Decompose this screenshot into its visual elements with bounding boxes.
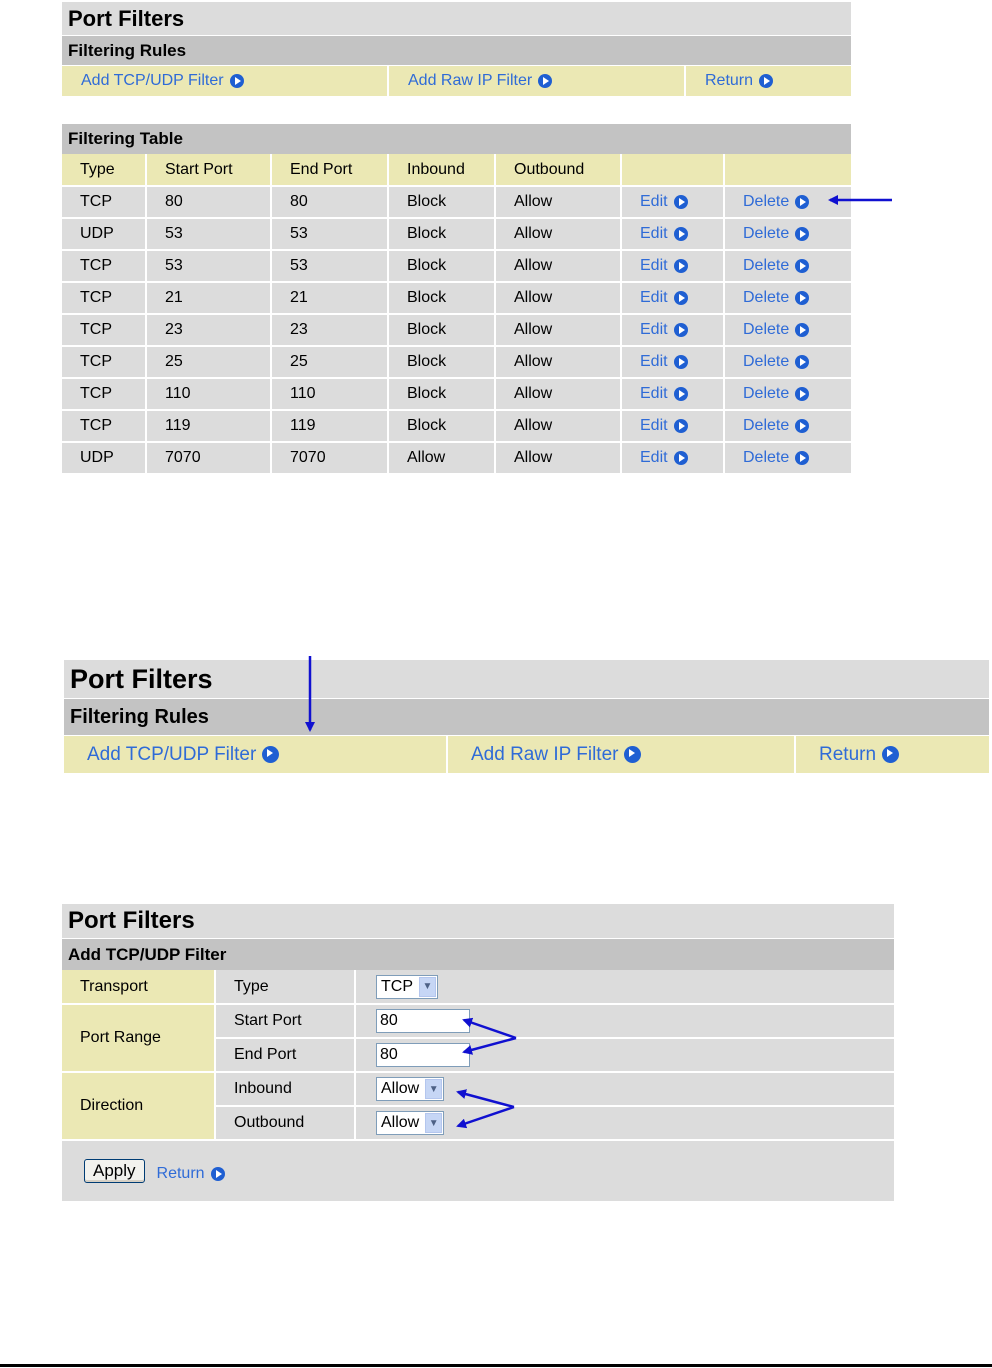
edit-link[interactable] bbox=[640, 193, 688, 211]
type-label: Type bbox=[215, 970, 355, 1004]
col-header-end-port: End Port bbox=[271, 154, 388, 186]
go-arrow-icon bbox=[795, 323, 809, 337]
cell-end: 119 bbox=[271, 410, 388, 442]
page-title: Port Filters bbox=[62, 904, 894, 938]
inbound-cell bbox=[355, 1072, 894, 1106]
cell-end: 23 bbox=[271, 314, 388, 346]
edit-label: Edit bbox=[640, 321, 668, 338]
go-arrow-icon bbox=[795, 451, 809, 465]
section-title-filtering-rules: Filtering Rules bbox=[64, 698, 989, 735]
delete-label: Delete bbox=[743, 257, 790, 274]
cell-edit bbox=[621, 250, 724, 282]
go-arrow-icon bbox=[674, 323, 688, 337]
delete-label: Delete bbox=[743, 289, 790, 306]
return-link[interactable] bbox=[705, 72, 773, 90]
return-label: Return bbox=[819, 743, 877, 765]
go-arrow-icon bbox=[230, 74, 244, 88]
start-port-label: Start Port bbox=[215, 1004, 355, 1038]
cell-inbound: Block bbox=[388, 282, 495, 314]
cell-start: 23 bbox=[146, 314, 271, 346]
add-tcp-udp-filter-link[interactable] bbox=[81, 72, 244, 90]
go-arrow-icon bbox=[674, 291, 688, 305]
go-arrow-icon bbox=[674, 387, 688, 401]
table-row bbox=[62, 250, 851, 282]
cell-inbound: Block bbox=[388, 346, 495, 378]
cell-inbound: Block bbox=[388, 186, 495, 218]
cell-inbound: Block bbox=[388, 378, 495, 410]
go-arrow-icon bbox=[759, 74, 773, 88]
transport-label: Transport bbox=[62, 970, 215, 1004]
col-header-start-port: Start Port bbox=[146, 154, 271, 186]
delete-link[interactable] bbox=[743, 225, 809, 243]
delete-label: Delete bbox=[743, 385, 790, 402]
port-range-label: Port Range bbox=[62, 1004, 215, 1072]
add-raw-ip-filter-label: Add Raw IP Filter bbox=[408, 72, 533, 89]
chevron-down-icon: ▼ bbox=[419, 977, 436, 997]
go-arrow-icon bbox=[538, 74, 552, 88]
edit-link[interactable] bbox=[640, 257, 688, 275]
type-select-value: TCP bbox=[381, 977, 413, 995]
end-port-cell bbox=[355, 1038, 894, 1072]
cell-outbound: Allow bbox=[495, 410, 621, 442]
delete-link[interactable] bbox=[743, 193, 809, 211]
cell-start: 119 bbox=[146, 410, 271, 442]
delete-label: Delete bbox=[743, 449, 790, 466]
go-arrow-icon bbox=[674, 451, 688, 465]
page-title: Port Filters bbox=[64, 660, 989, 698]
delete-label: Delete bbox=[743, 225, 790, 242]
section-title-filtering-rules: Filtering Rules bbox=[62, 35, 851, 65]
cell-edit bbox=[621, 378, 724, 410]
cell-outbound: Allow bbox=[495, 250, 621, 282]
cell-edit bbox=[621, 282, 724, 314]
cell-delete bbox=[724, 346, 851, 378]
cell-edit bbox=[621, 186, 724, 218]
col-header-inbound: Inbound bbox=[388, 154, 495, 186]
section-title-add-tcp-udp-filter: Add TCP/UDP Filter bbox=[62, 938, 894, 970]
col-header-type: Type bbox=[62, 154, 146, 186]
cell-type: TCP bbox=[62, 186, 146, 218]
cell-inbound: Allow bbox=[388, 442, 495, 474]
cell-start: 21 bbox=[146, 282, 271, 314]
go-arrow-icon bbox=[262, 746, 279, 763]
cell-delete bbox=[724, 378, 851, 410]
delete-link[interactable] bbox=[743, 353, 809, 371]
inbound-select[interactable] bbox=[376, 1077, 444, 1101]
cell-start: 110 bbox=[146, 378, 271, 410]
cell-type: TCP bbox=[62, 282, 146, 314]
go-arrow-icon bbox=[624, 746, 641, 763]
cell-type: TCP bbox=[62, 410, 146, 442]
go-arrow-icon bbox=[795, 355, 809, 369]
table-row bbox=[62, 282, 851, 314]
add-raw-ip-filter-link[interactable] bbox=[408, 72, 552, 90]
go-arrow-icon bbox=[674, 227, 688, 241]
outbound-select-value: Allow bbox=[381, 1114, 420, 1131]
delete-label: Delete bbox=[743, 353, 790, 370]
cell-delete bbox=[724, 314, 851, 346]
return-label: Return bbox=[705, 72, 754, 89]
go-arrow-icon bbox=[882, 746, 899, 763]
edit-link[interactable] bbox=[640, 449, 688, 467]
start-port-row bbox=[62, 1004, 894, 1038]
chevron-down-icon: ▼ bbox=[425, 1113, 442, 1133]
cell-inbound: Block bbox=[388, 314, 495, 346]
cell-outbound: Allow bbox=[495, 314, 621, 346]
cell-delete bbox=[724, 218, 851, 250]
cell-end: 25 bbox=[271, 346, 388, 378]
edit-label: Edit bbox=[640, 193, 668, 210]
cell-outbound: Allow bbox=[495, 346, 621, 378]
add-filter-form bbox=[62, 970, 894, 1141]
col-header-edit bbox=[621, 154, 724, 186]
cell-start: 53 bbox=[146, 250, 271, 282]
add-raw-ip-cell bbox=[389, 66, 686, 96]
add-tcp-udp-cell bbox=[64, 736, 448, 773]
cell-type: UDP bbox=[62, 218, 146, 250]
go-arrow-icon bbox=[795, 291, 809, 305]
edit-link[interactable] bbox=[640, 225, 688, 243]
cell-inbound: Block bbox=[388, 250, 495, 282]
cell-type: TCP bbox=[62, 314, 146, 346]
cell-start: 25 bbox=[146, 346, 271, 378]
add-raw-ip-cell bbox=[448, 736, 796, 773]
inbound-row bbox=[62, 1072, 894, 1106]
cell-outbound: Allow bbox=[495, 378, 621, 410]
cell-delete bbox=[724, 250, 851, 282]
page-title: Port Filters bbox=[62, 2, 851, 35]
filtering-table bbox=[62, 154, 851, 475]
cell-type: UDP bbox=[62, 442, 146, 474]
delete-label: Delete bbox=[743, 321, 790, 338]
inbound-select-value: Allow bbox=[381, 1080, 420, 1097]
edit-link[interactable] bbox=[640, 289, 688, 307]
add-raw-ip-filter-label: Add Raw IP Filter bbox=[471, 743, 619, 765]
edit-label: Edit bbox=[640, 417, 668, 434]
outbound-cell bbox=[355, 1106, 894, 1140]
table-row bbox=[62, 410, 851, 442]
footer-rule bbox=[0, 1364, 992, 1367]
delete-label: Delete bbox=[743, 417, 790, 434]
end-port-label: End Port bbox=[215, 1038, 355, 1072]
add-tcp-udp-filter-label: Add TCP/UDP Filter bbox=[87, 743, 257, 765]
edit-link[interactable] bbox=[640, 321, 688, 339]
cell-edit bbox=[621, 442, 724, 474]
start-port-cell bbox=[355, 1004, 894, 1038]
return-cell bbox=[686, 66, 851, 96]
edit-label: Edit bbox=[640, 289, 668, 306]
cell-inbound: Block bbox=[388, 410, 495, 442]
add-tcp-udp-cell bbox=[62, 66, 389, 96]
edit-label: Edit bbox=[640, 449, 668, 466]
cell-outbound: Allow bbox=[495, 282, 621, 314]
type-select[interactable] bbox=[376, 975, 438, 999]
go-arrow-icon bbox=[211, 1167, 225, 1181]
cell-delete bbox=[724, 282, 851, 314]
table-row bbox=[62, 442, 851, 474]
go-arrow-icon bbox=[795, 259, 809, 273]
edit-label: Edit bbox=[640, 257, 668, 274]
port-filters-panel-zoom bbox=[64, 660, 989, 773]
port-filters-panel-add bbox=[62, 904, 894, 1201]
cell-end: 7070 bbox=[271, 442, 388, 474]
edit-label: Edit bbox=[640, 225, 668, 242]
go-arrow-icon bbox=[674, 419, 688, 433]
cell-type: TCP bbox=[62, 250, 146, 282]
edit-link[interactable] bbox=[640, 353, 688, 371]
return-cell bbox=[796, 736, 989, 773]
cell-edit bbox=[621, 218, 724, 250]
return-link[interactable] bbox=[157, 1165, 225, 1183]
go-arrow-icon bbox=[795, 387, 809, 401]
add-raw-ip-filter-link[interactable] bbox=[471, 744, 641, 766]
edit-link[interactable] bbox=[640, 385, 688, 403]
outbound-label: Outbound bbox=[215, 1106, 355, 1140]
cell-delete bbox=[724, 442, 851, 474]
end-port-input[interactable] bbox=[376, 1043, 470, 1067]
table-row bbox=[62, 378, 851, 410]
add-tcp-udp-filter-label: Add TCP/UDP Filter bbox=[81, 72, 224, 89]
transport-row bbox=[62, 970, 894, 1004]
go-arrow-icon bbox=[674, 195, 688, 209]
edit-label: Edit bbox=[640, 353, 668, 370]
direction-label: Direction bbox=[62, 1072, 215, 1140]
delete-link[interactable] bbox=[743, 417, 809, 435]
delete-label: Delete bbox=[743, 193, 790, 210]
cell-end: 53 bbox=[271, 250, 388, 282]
delete-link[interactable] bbox=[743, 449, 809, 467]
action-links-row bbox=[64, 735, 989, 773]
table-header-row bbox=[62, 154, 851, 186]
delete-link[interactable] bbox=[743, 385, 809, 403]
table-row bbox=[62, 218, 851, 250]
return-link[interactable] bbox=[819, 744, 899, 766]
cell-inbound: Block bbox=[388, 218, 495, 250]
table-row bbox=[62, 346, 851, 378]
edit-link[interactable] bbox=[640, 417, 688, 435]
cell-delete bbox=[724, 186, 851, 218]
cell-end: 53 bbox=[271, 218, 388, 250]
cell-start: 53 bbox=[146, 218, 271, 250]
col-header-outbound: Outbound bbox=[495, 154, 621, 186]
delete-link[interactable] bbox=[743, 257, 809, 275]
go-arrow-icon bbox=[795, 419, 809, 433]
cell-start: 7070 bbox=[146, 442, 271, 474]
inbound-label: Inbound bbox=[215, 1072, 355, 1106]
delete-link[interactable] bbox=[743, 289, 809, 307]
return-label: Return bbox=[156, 1165, 205, 1182]
action-links-row bbox=[62, 65, 851, 96]
cell-outbound: Allow bbox=[495, 218, 621, 250]
chevron-down-icon: ▼ bbox=[425, 1079, 442, 1099]
cell-outbound: Allow bbox=[495, 186, 621, 218]
type-cell bbox=[355, 970, 894, 1004]
form-actions-bar bbox=[62, 1141, 894, 1201]
start-port-input[interactable] bbox=[376, 1009, 470, 1033]
port-filters-panel-list bbox=[62, 2, 851, 475]
cell-outbound: Allow bbox=[495, 442, 621, 474]
edit-label: Edit bbox=[640, 385, 668, 402]
section-title-filtering-table: Filtering Table bbox=[62, 123, 851, 154]
go-arrow-icon bbox=[674, 259, 688, 273]
cell-start: 80 bbox=[146, 186, 271, 218]
table-row bbox=[62, 186, 851, 218]
add-tcp-udp-filter-link[interactable] bbox=[87, 744, 279, 766]
cell-edit bbox=[621, 314, 724, 346]
cell-end: 21 bbox=[271, 282, 388, 314]
go-arrow-icon bbox=[795, 195, 809, 209]
col-header-delete bbox=[724, 154, 851, 186]
cell-type: TCP bbox=[62, 378, 146, 410]
go-arrow-icon bbox=[795, 227, 809, 241]
table-row bbox=[62, 314, 851, 346]
cell-delete bbox=[724, 410, 851, 442]
go-arrow-icon bbox=[674, 355, 688, 369]
apply-button[interactable]: Apply bbox=[84, 1159, 145, 1183]
cell-edit bbox=[621, 410, 724, 442]
outbound-select[interactable] bbox=[376, 1111, 444, 1135]
cell-type: TCP bbox=[62, 346, 146, 378]
delete-link[interactable] bbox=[743, 321, 809, 339]
cell-end: 80 bbox=[271, 186, 388, 218]
cell-end: 110 bbox=[271, 378, 388, 410]
cell-edit bbox=[621, 346, 724, 378]
